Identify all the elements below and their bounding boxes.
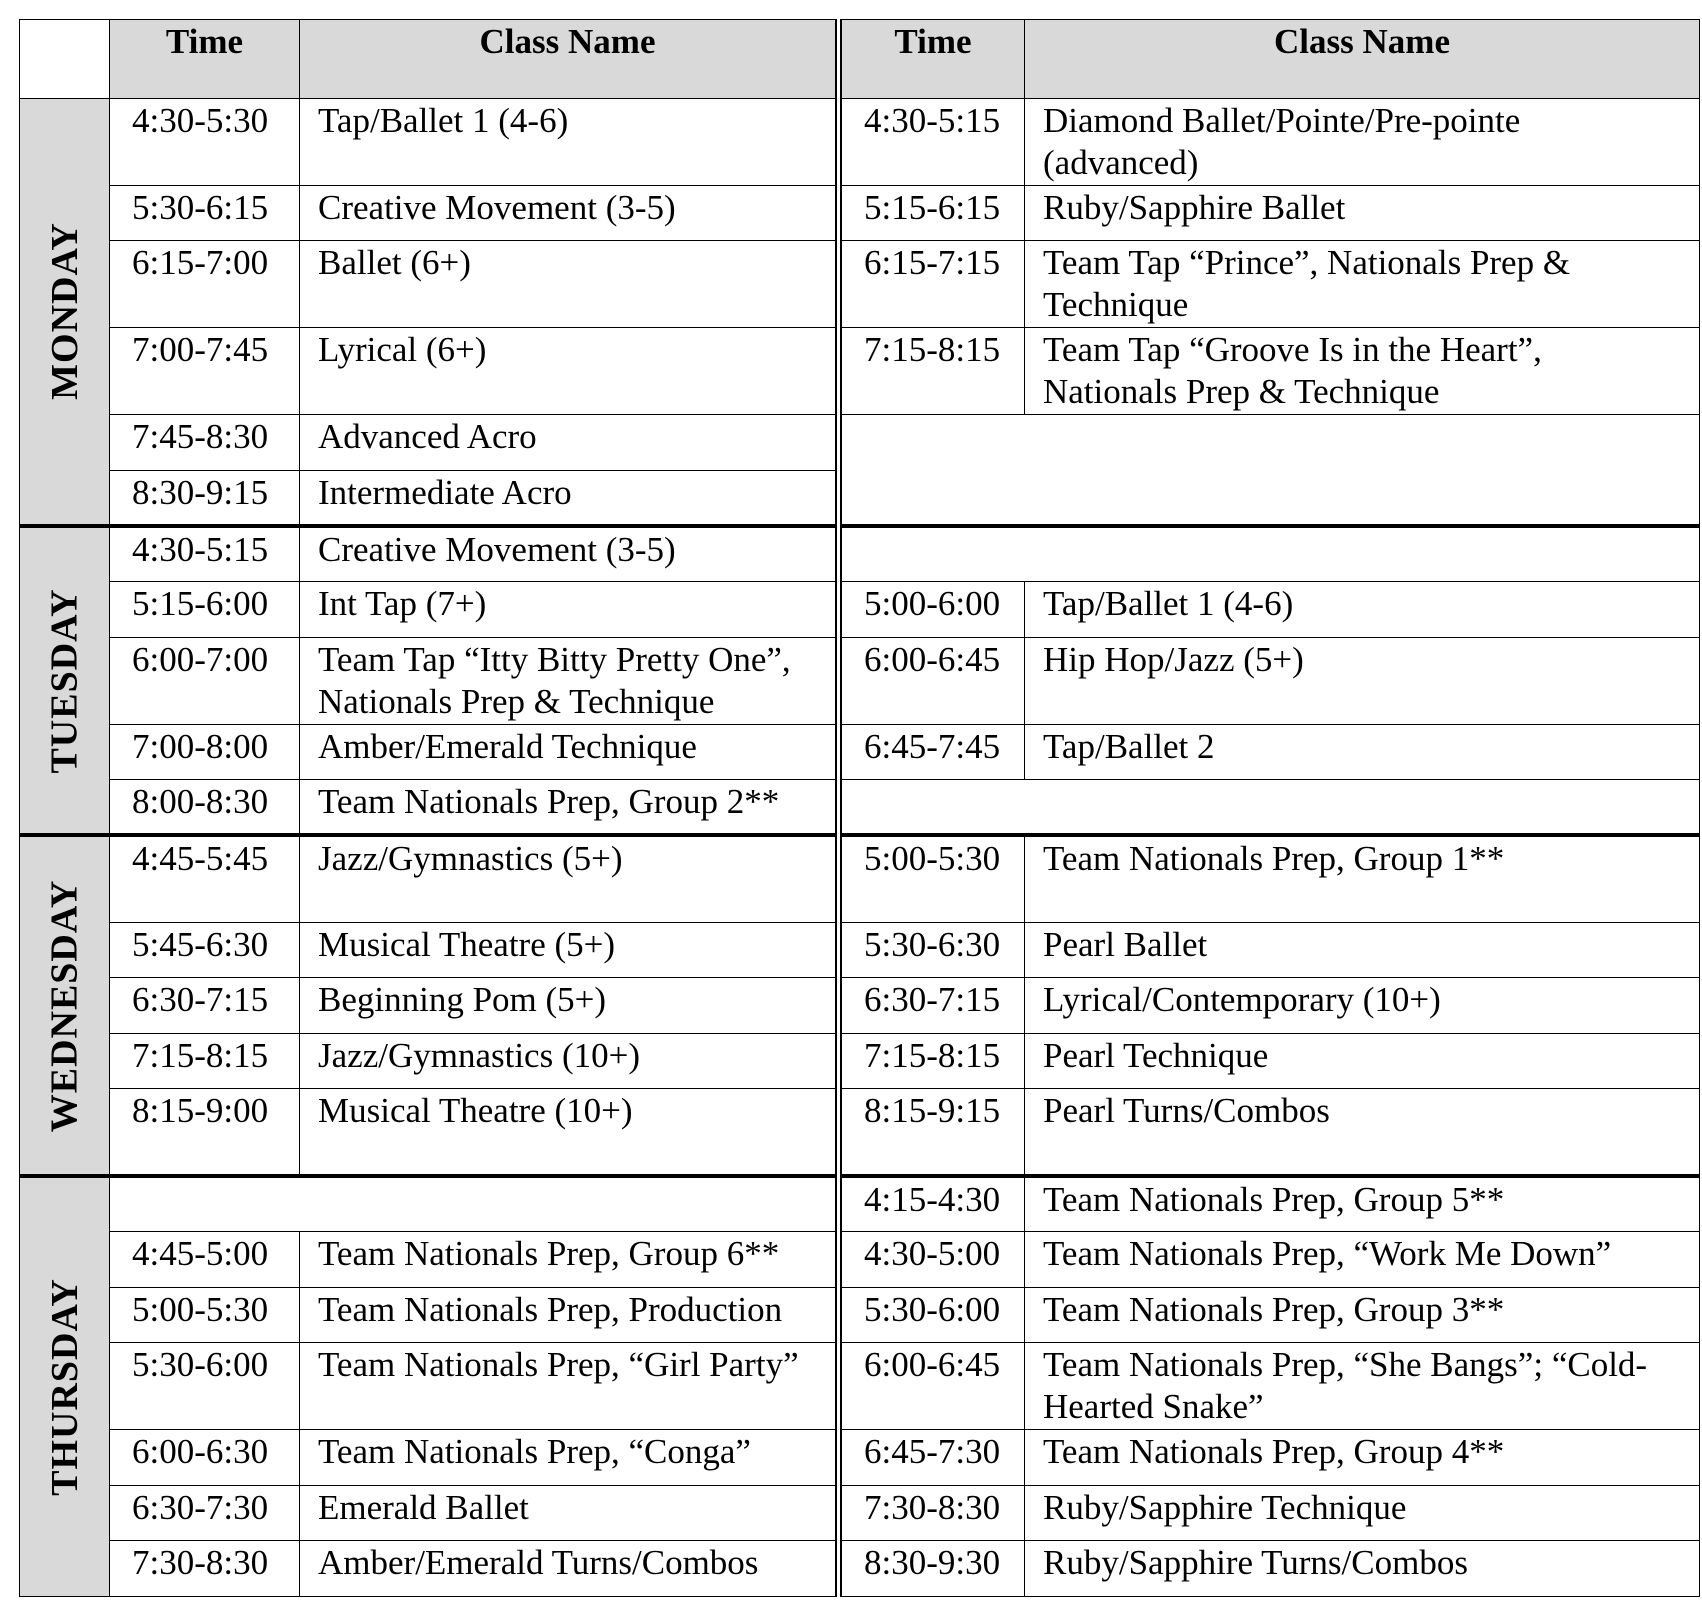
table-row: [20, 978, 1700, 1034]
time-cell: 5:45-6:30: [110, 922, 300, 978]
empty-cell: [839, 415, 1700, 526]
class-cell: Jazz/Gymnastics (5+): [300, 835, 839, 922]
time-cell: 8:00-8:30: [110, 780, 300, 836]
class-cell: Ballet (6+): [300, 241, 839, 328]
class-cell: Team Nationals Prep, Group 4**: [1025, 1430, 1700, 1486]
header-corner: [20, 20, 110, 99]
table-row: [20, 98, 1700, 185]
time-cell: 4:30-5:15: [839, 98, 1025, 185]
time-cell: 5:00-5:30: [839, 835, 1025, 922]
class-schedule: [19, 19, 1699, 1597]
time-cell: 7:00-8:00: [110, 724, 300, 780]
time-cell: 6:00-6:45: [839, 1343, 1025, 1430]
class-cell: Jazz/Gymnastics (10+): [300, 1033, 839, 1089]
time-cell: 7:30-8:30: [110, 1541, 300, 1597]
class-cell: Emerald Ballet: [300, 1485, 839, 1541]
time-cell: 5:30-6:00: [839, 1287, 1025, 1343]
table-row: [20, 581, 1700, 637]
class-cell: Team Nationals Prep, “Girl Party”: [300, 1343, 839, 1430]
time-cell: 5:00-6:00: [839, 581, 1025, 637]
table-row: [20, 1430, 1700, 1486]
class-cell: Lyrical (6+): [300, 328, 839, 415]
class-cell: Team Tap “Groove Is in the Heart”, Nationals Prep & Technique: [1025, 328, 1700, 415]
class-cell: Lyrical/Contemporary (10+): [1025, 978, 1700, 1034]
class-cell: Team Nationals Prep, Group 1**: [1025, 835, 1700, 922]
class-cell: Team Nationals Prep, Group 2**: [300, 780, 839, 836]
table-row: [20, 526, 1700, 582]
time-cell: 4:30-5:15: [110, 526, 300, 582]
table-row: [20, 1287, 1700, 1343]
class-cell: Advanced Acro: [300, 415, 839, 471]
class-cell: Diamond Ballet/Pointe/Pre-pointe (advanced): [1025, 98, 1700, 185]
table-row: [20, 1343, 1700, 1430]
time-cell: 6:15-7:00: [110, 241, 300, 328]
time-cell: 8:30-9:30: [839, 1541, 1025, 1597]
time-cell: 5:15-6:15: [839, 185, 1025, 241]
class-cell: Amber/Emerald Turns/Combos: [300, 1541, 839, 1597]
time-cell: 5:30-6:00: [110, 1343, 300, 1430]
time-cell: 5:30-6:15: [110, 185, 300, 241]
table-row: [20, 328, 1700, 415]
class-cell: Musical Theatre (10+): [300, 1089, 839, 1176]
class-cell: Ruby/Sapphire Technique: [1025, 1485, 1700, 1541]
class-cell: Hip Hop/Jazz (5+): [1025, 637, 1700, 724]
class-cell: Tap/Ballet 1 (4-6): [1025, 581, 1700, 637]
class-cell: Team Tap “Prince”, Nationals Prep & Technique: [1025, 241, 1700, 328]
time-cell: 4:30-5:30: [110, 98, 300, 185]
time-cell: 5:00-5:30: [110, 1287, 300, 1343]
class-cell: Amber/Emerald Technique: [300, 724, 839, 780]
table-row: [20, 637, 1700, 724]
time-cell: 8:15-9:15: [839, 1089, 1025, 1176]
table-row: [20, 1485, 1700, 1541]
class-cell: Intermediate Acro: [300, 470, 839, 526]
table-row: [20, 1541, 1700, 1597]
class-cell: Tap/Ballet 1 (4-6): [300, 98, 839, 185]
class-cell: Pearl Technique: [1025, 1033, 1700, 1089]
class-cell: Creative Movement (3-5): [300, 526, 839, 582]
class-cell: Tap/Ballet 2: [1025, 724, 1700, 780]
time-cell: 6:30-7:15: [110, 978, 300, 1034]
header-time-right: Time: [839, 20, 1025, 99]
class-cell: Creative Movement (3-5): [300, 185, 839, 241]
time-cell: 6:15-7:15: [839, 241, 1025, 328]
class-cell: Team Nationals Prep, “Work Me Down”: [1025, 1231, 1700, 1287]
empty-cell: [839, 780, 1700, 836]
table-row: [20, 1033, 1700, 1089]
time-cell: 6:00-6:30: [110, 1430, 300, 1486]
class-cell: Team Nationals Prep, “Conga”: [300, 1430, 839, 1486]
day-label-tuesday: TUESDAY: [20, 526, 110, 835]
time-cell: 5:30-6:30: [839, 922, 1025, 978]
time-cell: 6:45-7:45: [839, 724, 1025, 780]
class-cell: Beginning Pom (5+): [300, 978, 839, 1034]
time-cell: 6:30-7:30: [110, 1485, 300, 1541]
time-cell: 7:15-8:15: [839, 1033, 1025, 1089]
time-cell: 7:30-8:30: [839, 1485, 1025, 1541]
day-label-wednesday: WEDNESDAY: [20, 835, 110, 1176]
table-row: [20, 835, 1700, 922]
table-row: [20, 724, 1700, 780]
class-cell: Pearl Turns/Combos: [1025, 1089, 1700, 1176]
class-cell: Team Nationals Prep, Group 3**: [1025, 1287, 1700, 1343]
class-cell: Team Tap “Itty Bitty Pretty One”, Nationals Prep & Technique: [300, 637, 839, 724]
table-row: [20, 1231, 1700, 1287]
class-cell: Ruby/Sapphire Turns/Combos: [1025, 1541, 1700, 1597]
table-row: [20, 415, 1700, 471]
class-cell: Int Tap (7+): [300, 581, 839, 637]
table-row: [20, 241, 1700, 328]
schedule-table: [19, 19, 1700, 1597]
time-cell: 8:30-9:15: [110, 470, 300, 526]
class-cell: Team Nationals Prep, Group 5**: [1025, 1176, 1700, 1232]
table-row: [20, 922, 1700, 978]
class-cell: Musical Theatre (5+): [300, 922, 839, 978]
table-row: [20, 1176, 1700, 1232]
table-row: [20, 185, 1700, 241]
time-cell: 4:15-4:30: [839, 1176, 1025, 1232]
time-cell: 4:45-5:45: [110, 835, 300, 922]
time-cell: 4:45-5:00: [110, 1231, 300, 1287]
time-cell: 7:45-8:30: [110, 415, 300, 471]
day-label-monday: MONDAY: [20, 98, 110, 526]
time-cell: 5:15-6:00: [110, 581, 300, 637]
empty-cell: [110, 1176, 839, 1232]
header-class-right: Class Name: [1025, 20, 1700, 99]
table-row: [20, 780, 1700, 836]
time-cell: 7:15-8:15: [110, 1033, 300, 1089]
header-row: [20, 20, 1700, 99]
time-cell: 7:15-8:15: [839, 328, 1025, 415]
header-time-left: Time: [110, 20, 300, 99]
time-cell: 6:30-7:15: [839, 978, 1025, 1034]
empty-cell: [839, 526, 1700, 582]
header-class-left: Class Name: [300, 20, 839, 99]
class-cell: Ruby/Sapphire Ballet: [1025, 185, 1700, 241]
time-cell: 7:00-7:45: [110, 328, 300, 415]
time-cell: 8:15-9:00: [110, 1089, 300, 1176]
time-cell: 6:00-7:00: [110, 637, 300, 724]
class-cell: Team Nationals Prep, Group 6**: [300, 1231, 839, 1287]
class-cell: Team Nationals Prep, “She Bangs”; “Cold-Hearted Snake”: [1025, 1343, 1700, 1430]
class-cell: Team Nationals Prep, Production: [300, 1287, 839, 1343]
time-cell: 4:30-5:00: [839, 1231, 1025, 1287]
class-cell: Pearl Ballet: [1025, 922, 1700, 978]
time-cell: 6:00-6:45: [839, 637, 1025, 724]
time-cell: 6:45-7:30: [839, 1430, 1025, 1486]
day-label-thursday: THURSDAY: [20, 1176, 110, 1597]
table-row: [20, 1089, 1700, 1176]
